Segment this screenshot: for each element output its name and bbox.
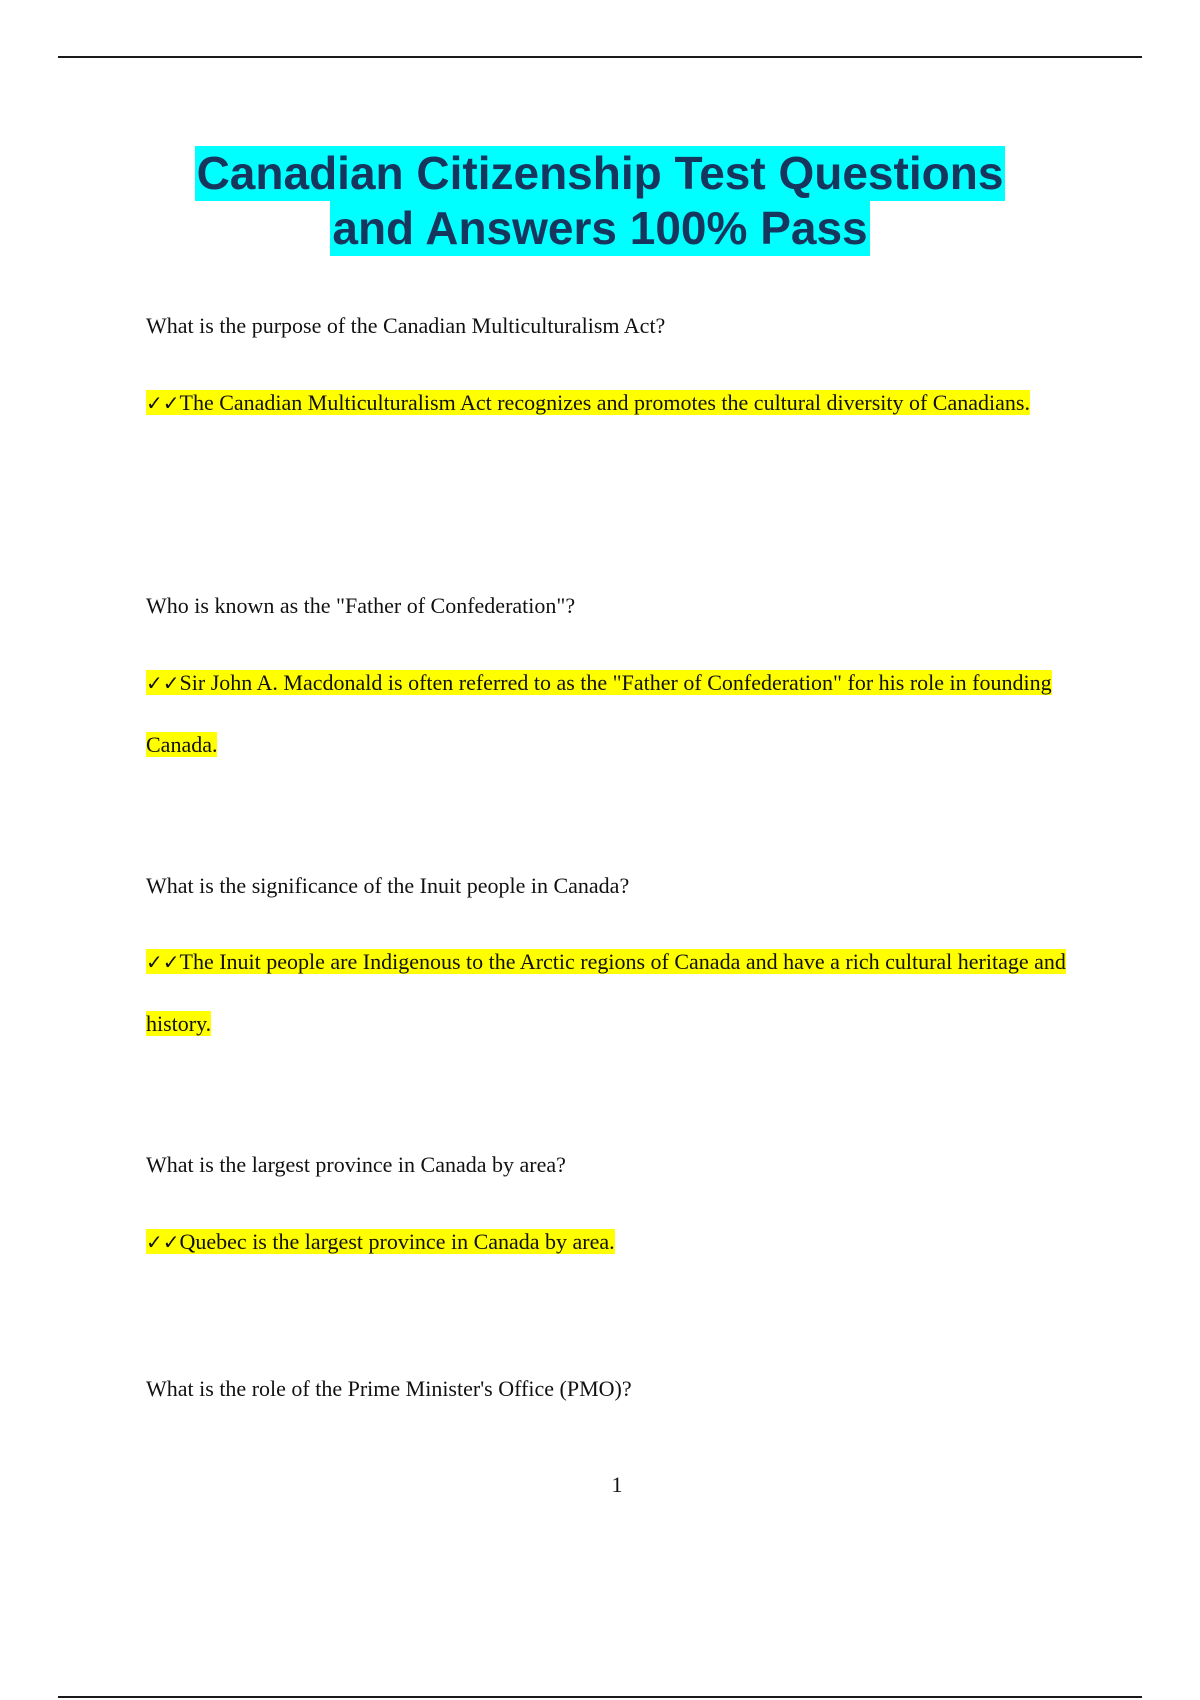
answer-1-text: The Canadian Multiculturalism Act recognizes and promotes the cultural diversity of Canadians. [179,390,1030,415]
top-rule [58,56,1142,58]
answer-highlight [146,1229,615,1254]
answer-1 [146,372,1066,434]
question-1: What is the purpose of the Canadian Multiculturalism Act? [146,313,666,338]
answer-2 [146,652,1066,775]
question-3: What is the significance of the Inuit people in Canada? [146,873,630,898]
answer-highlight [146,670,1052,757]
answer-3-text: The Inuit people are Indigenous to the Arctic regions of Canada and have a rich cultural heritage and history. [146,949,1066,1036]
question-5: What is the role of the Prime Minister's Office (PMO)? [146,1376,632,1401]
question-2: Who is known as the "Father of Confederation"? [146,593,576,618]
document-title [58,146,1142,256]
check-icon: ✓✓ [146,1230,180,1254]
answer-2-text: Sir John A. Macdonald is often referred to as the "Father of Confederation" for his role in founding Canada. [146,670,1052,757]
answer-highlight [146,390,1030,415]
bottom-rule [58,1696,1142,1698]
check-icon: ✓✓ [146,391,180,415]
title-line-2: and Answers 100% Pass [332,202,868,254]
answer-4-text: Quebec is the largest province in Canada by area. [179,1229,615,1254]
title-line-1: Canadian Citizenship Test Questions [196,147,1004,199]
check-icon: ✓✓ [146,950,180,974]
answer-4 [146,1211,1066,1273]
page-number: 1 [611,1472,623,1497]
answer-highlight [146,949,1066,1036]
question-4: What is the largest province in Canada by area? [146,1152,566,1177]
answer-3 [146,931,1066,1054]
check-icon: ✓✓ [146,671,180,695]
